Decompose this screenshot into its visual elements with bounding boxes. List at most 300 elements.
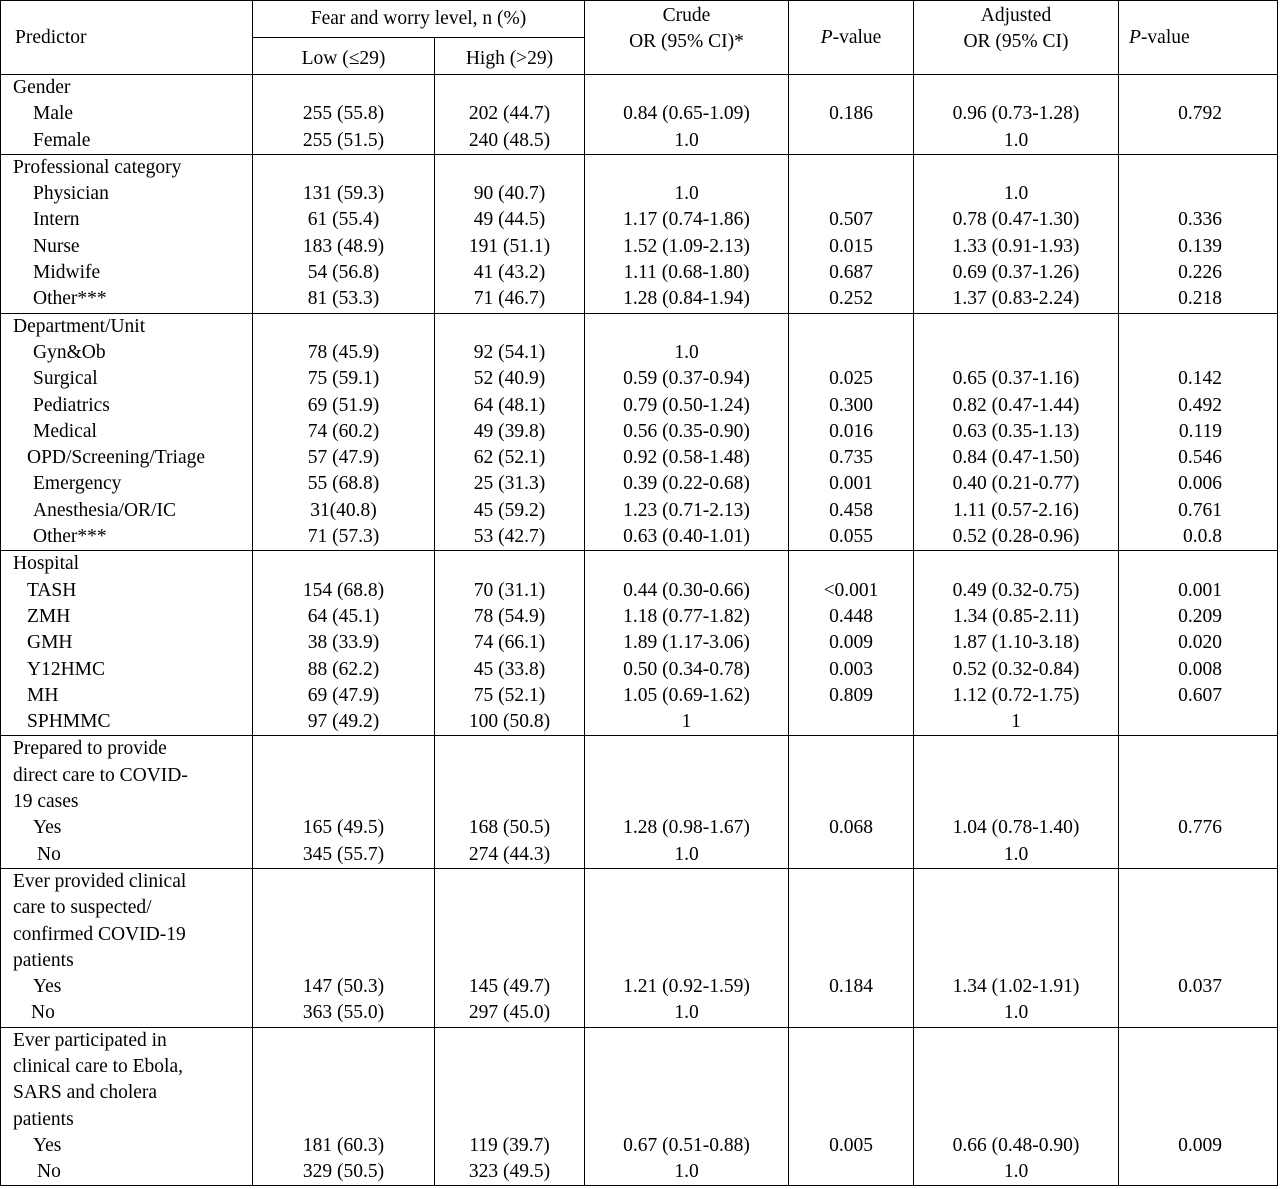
high-cell: 53 (42.7) xyxy=(435,524,585,551)
predictor-cell: No xyxy=(1,842,253,869)
adjusted-p-cell: 0.006 xyxy=(1119,471,1278,497)
low-cell: 154 (68.8) xyxy=(253,578,435,604)
crude-p-cell xyxy=(789,1107,914,1133)
table-row xyxy=(1,154,1278,181)
crude-p-cell: 0.184 xyxy=(789,974,914,1000)
predictor-cell: No xyxy=(1,1159,253,1186)
low-cell: 64 (45.1) xyxy=(253,604,435,630)
crude-or-cell: 1.52 (1.09-2.13) xyxy=(585,234,789,260)
table-row xyxy=(1,524,1278,551)
predictor-cell: Professional category xyxy=(1,154,253,181)
adjusted-p-cell xyxy=(1119,313,1278,340)
crude-or-cell xyxy=(585,313,789,340)
low-cell: 255 (51.5) xyxy=(253,128,435,155)
predictor-cell: Ever provided clinical xyxy=(1,868,253,895)
adjusted-p-cell xyxy=(1119,340,1278,366)
table-row xyxy=(1,763,1278,789)
adjusted-or-cell xyxy=(914,789,1119,815)
crude-or-cell: 1.89 (1.17-3.06) xyxy=(585,630,789,656)
adjusted-or-cell: 0.84 (0.47-1.50) xyxy=(914,445,1119,471)
high-header: High (>29) xyxy=(435,38,585,75)
low-cell: 329 (50.5) xyxy=(253,1159,435,1186)
high-cell xyxy=(435,154,585,181)
crude-or-cell xyxy=(585,1027,789,1054)
predictor-cell: Pediatrics xyxy=(1,393,253,419)
crude-or-cell xyxy=(585,763,789,789)
low-cell xyxy=(253,868,435,895)
crude-or-cell: 1.28 (0.84-1.94) xyxy=(585,286,789,313)
predictor-cell: Ever participated in xyxy=(1,1027,253,1054)
predictor-cell: Emergency xyxy=(1,471,253,497)
adjusted-or-cell: 1.34 (1.02-1.91) xyxy=(914,974,1119,1000)
crude-p-cell: 0.003 xyxy=(789,657,914,683)
crude-or-cell xyxy=(585,868,789,895)
table-row xyxy=(1,1054,1278,1080)
predictor-cell: Midwife xyxy=(1,260,253,286)
table-row xyxy=(1,498,1278,524)
adjusted-or-header xyxy=(914,1,1119,75)
adjusted-p-cell: 0.139 xyxy=(1119,234,1278,260)
crude-p-cell: 0.186 xyxy=(789,101,914,127)
adjusted-or-cell: 1.34 (0.85-2.11) xyxy=(914,604,1119,630)
low-cell: 54 (56.8) xyxy=(253,260,435,286)
predictor-cell: Other*** xyxy=(1,524,253,551)
low-cell: 75 (59.1) xyxy=(253,366,435,392)
high-cell xyxy=(435,763,585,789)
table-row xyxy=(1,657,1278,683)
high-cell: 71 (46.7) xyxy=(435,286,585,313)
table-row xyxy=(1,1107,1278,1133)
crude-p-cell: 0.300 xyxy=(789,393,914,419)
predictor-cell: clinical care to Ebola, xyxy=(1,1054,253,1080)
crude-or-cell: 0.84 (0.65-1.09) xyxy=(585,101,789,127)
table-row xyxy=(1,683,1278,709)
high-cell: 168 (50.5) xyxy=(435,815,585,841)
low-cell: 165 (49.5) xyxy=(253,815,435,841)
high-cell xyxy=(435,922,585,948)
high-cell: 100 (50.8) xyxy=(435,709,585,736)
low-cell: 71 (57.3) xyxy=(253,524,435,551)
predictor-cell: TASH xyxy=(1,578,253,604)
high-cell xyxy=(435,868,585,895)
adjusted-or-cell: 1.0 xyxy=(914,128,1119,155)
adjusted-or-cell xyxy=(914,736,1119,763)
crude-or-cell: 1.0 xyxy=(585,1159,789,1186)
predictor-cell: Department/Unit xyxy=(1,313,253,340)
high-cell xyxy=(435,1054,585,1080)
adjusted-header-line1: Adjusted xyxy=(980,5,1052,26)
crude-p-cell xyxy=(789,154,914,181)
low-cell: 78 (45.9) xyxy=(253,340,435,366)
table-row xyxy=(1,1133,1278,1159)
crude-or-cell: 0.56 (0.35-0.90) xyxy=(585,419,789,445)
adjusted-or-cell xyxy=(914,1080,1119,1106)
crude-p-cell: 0.809 xyxy=(789,683,914,709)
predictor-cell: ZMH xyxy=(1,604,253,630)
table-row xyxy=(1,181,1278,207)
crude-p-cell xyxy=(789,1054,914,1080)
adjusted-or-cell: 0.52 (0.32-0.84) xyxy=(914,657,1119,683)
p-italic: P xyxy=(820,26,833,48)
table-row xyxy=(1,393,1278,419)
table-row xyxy=(1,1159,1278,1186)
low-header: Low (≤29) xyxy=(253,38,435,75)
table-row xyxy=(1,815,1278,841)
crude-p-cell xyxy=(789,922,914,948)
predictor-cell: direct care to COVID- xyxy=(1,763,253,789)
high-cell: 119 (39.7) xyxy=(435,1133,585,1159)
crude-p-cell xyxy=(789,75,914,102)
crude-or-cell xyxy=(585,948,789,974)
table-row xyxy=(1,948,1278,974)
crude-or-cell: 1.05 (0.69-1.62) xyxy=(585,683,789,709)
crude-p-cell xyxy=(789,1000,914,1027)
adjusted-p-cell xyxy=(1119,1000,1278,1027)
adjusted-p-cell: 0.001 xyxy=(1119,578,1278,604)
predictor-cell: Male xyxy=(1,101,253,127)
predictor-cell: OPD/Screening/Triage xyxy=(1,445,253,471)
adjusted-or-cell: 1.33 (0.91-1.93) xyxy=(914,234,1119,260)
adjusted-or-cell: 1.87 (1.10-3.18) xyxy=(914,630,1119,656)
high-cell: 92 (54.1) xyxy=(435,340,585,366)
adjusted-or-cell: 0.52 (0.28-0.96) xyxy=(914,524,1119,551)
crude-p-cell xyxy=(789,842,914,869)
table-row xyxy=(1,709,1278,736)
high-cell: 323 (49.5) xyxy=(435,1159,585,1186)
p2-rest: -value xyxy=(1140,26,1190,48)
crude-p-cell xyxy=(789,313,914,340)
table-row xyxy=(1,922,1278,948)
table-row xyxy=(1,419,1278,445)
crude-p-cell: 0.507 xyxy=(789,207,914,233)
high-cell: 62 (52.1) xyxy=(435,445,585,471)
adjusted-p-cell xyxy=(1119,1054,1278,1080)
crude-p-cell: 0.448 xyxy=(789,604,914,630)
table-row xyxy=(1,578,1278,604)
predictor-cell: Physician xyxy=(1,181,253,207)
predictor-cell: Other*** xyxy=(1,286,253,313)
adjusted-p-cell xyxy=(1119,181,1278,207)
high-cell: 74 (66.1) xyxy=(435,630,585,656)
low-cell: 55 (68.8) xyxy=(253,471,435,497)
crude-p-cell xyxy=(789,868,914,895)
table-row xyxy=(1,604,1278,630)
crude-p-cell: 0.015 xyxy=(789,234,914,260)
table-row xyxy=(1,366,1278,392)
adjusted-p-cell xyxy=(1119,842,1278,869)
adjusted-p-cell xyxy=(1119,1107,1278,1133)
adjusted-or-cell: 1.0 xyxy=(914,181,1119,207)
adjusted-or-cell: 0.40 (0.21-0.77) xyxy=(914,471,1119,497)
low-cell: 31(40.8) xyxy=(253,498,435,524)
adjusted-p-cell: 0.226 xyxy=(1119,260,1278,286)
table-row xyxy=(1,313,1278,340)
adjusted-p-cell: 0.0.8 xyxy=(1119,524,1278,551)
predictor-cell: Hospital xyxy=(1,551,253,578)
table-row xyxy=(1,789,1278,815)
low-cell xyxy=(253,75,435,102)
low-cell xyxy=(253,948,435,974)
crude-or-cell xyxy=(585,922,789,948)
predictor-cell: Surgical xyxy=(1,366,253,392)
low-cell: 345 (55.7) xyxy=(253,842,435,869)
high-cell xyxy=(435,948,585,974)
low-cell: 255 (55.8) xyxy=(253,101,435,127)
crude-p-cell: 0.687 xyxy=(789,260,914,286)
adjusted-p-cell: 0.009 xyxy=(1119,1133,1278,1159)
crude-or-cell: 1.0 xyxy=(585,128,789,155)
crude-or-header xyxy=(585,1,789,75)
adjusted-p-cell xyxy=(1119,922,1278,948)
adjusted-p-cell xyxy=(1119,128,1278,155)
crude-p-cell xyxy=(789,1027,914,1054)
crude-or-cell: 0.44 (0.30-0.66) xyxy=(585,578,789,604)
predictor-cell: GMH xyxy=(1,630,253,656)
adjusted-p-cell: 0.761 xyxy=(1119,498,1278,524)
crude-or-cell: 0.92 (0.58-1.48) xyxy=(585,445,789,471)
crude-or-cell: 1.0 xyxy=(585,340,789,366)
table-row xyxy=(1,551,1278,578)
predictor-cell: MH xyxy=(1,683,253,709)
high-cell: 45 (59.2) xyxy=(435,498,585,524)
adjusted-p-cell xyxy=(1119,75,1278,102)
adjusted-p-cell xyxy=(1119,868,1278,895)
predictor-cell: Female xyxy=(1,128,253,155)
adjusted-or-cell: 0.66 (0.48-0.90) xyxy=(914,1133,1119,1159)
high-cell xyxy=(435,1027,585,1054)
predictor-cell: Gyn&Ob xyxy=(1,340,253,366)
high-cell xyxy=(435,736,585,763)
high-cell: 202 (44.7) xyxy=(435,101,585,127)
crude-or-cell: 0.50 (0.34-0.78) xyxy=(585,657,789,683)
low-cell: 147 (50.3) xyxy=(253,974,435,1000)
crude-or-cell xyxy=(585,154,789,181)
high-cell xyxy=(435,895,585,921)
predictor-cell: patients xyxy=(1,1107,253,1133)
high-cell xyxy=(435,789,585,815)
crude-p-cell xyxy=(789,895,914,921)
adjusted-or-cell xyxy=(914,1054,1119,1080)
low-cell: 183 (48.9) xyxy=(253,234,435,260)
adjusted-or-cell: 0.65 (0.37-1.16) xyxy=(914,366,1119,392)
crude-p-cell: 0.458 xyxy=(789,498,914,524)
high-cell: 41 (43.2) xyxy=(435,260,585,286)
crude-p-cell xyxy=(789,763,914,789)
adjusted-or-cell xyxy=(914,1107,1119,1133)
crude-or-cell xyxy=(585,1107,789,1133)
fear-worry-header: Fear and worry level, n (%) xyxy=(253,1,585,38)
low-cell xyxy=(253,551,435,578)
p-rest: -value xyxy=(832,26,882,48)
crude-p-cell: 0.735 xyxy=(789,445,914,471)
low-cell: 61 (55.4) xyxy=(253,207,435,233)
high-cell: 49 (44.5) xyxy=(435,207,585,233)
adjusted-p-cell: 0.142 xyxy=(1119,366,1278,392)
adjusted-p-cell: 0.218 xyxy=(1119,286,1278,313)
adjusted-or-cell: 0.69 (0.37-1.26) xyxy=(914,260,1119,286)
adjusted-p-cell: 0.037 xyxy=(1119,974,1278,1000)
crude-or-cell xyxy=(585,789,789,815)
predictor-cell: Yes xyxy=(1,974,253,1000)
table-row xyxy=(1,260,1278,286)
low-cell: 88 (62.2) xyxy=(253,657,435,683)
adjusted-p-cell xyxy=(1119,1027,1278,1054)
table-row xyxy=(1,1027,1278,1054)
predictor-cell: Yes xyxy=(1,1133,253,1159)
crude-p-cell xyxy=(789,181,914,207)
table-row xyxy=(1,974,1278,1000)
table-row xyxy=(1,234,1278,260)
low-cell: 38 (33.9) xyxy=(253,630,435,656)
crude-or-cell: 1.23 (0.71-2.13) xyxy=(585,498,789,524)
crude-p-cell xyxy=(789,551,914,578)
high-cell: 191 (51.1) xyxy=(435,234,585,260)
adjusted-or-cell xyxy=(914,763,1119,789)
high-cell: 78 (54.9) xyxy=(435,604,585,630)
low-cell xyxy=(253,154,435,181)
crude-or-cell xyxy=(585,1080,789,1106)
adjusted-p-cell: 0.607 xyxy=(1119,683,1278,709)
predictor-cell: 19 cases xyxy=(1,789,253,815)
crude-or-cell: 1.0 xyxy=(585,181,789,207)
crude-or-cell xyxy=(585,736,789,763)
table-body xyxy=(1,75,1278,1186)
high-cell: 240 (48.5) xyxy=(435,128,585,155)
adjusted-p-cell: 0.336 xyxy=(1119,207,1278,233)
crude-p-cell xyxy=(789,1080,914,1106)
adjusted-or-cell: 1.0 xyxy=(914,1000,1119,1027)
crude-p-cell xyxy=(789,948,914,974)
adjusted-p-cell xyxy=(1119,789,1278,815)
adjusted-or-cell xyxy=(914,922,1119,948)
crude-or-cell: 1.17 (0.74-1.86) xyxy=(585,207,789,233)
predictor-cell: patients xyxy=(1,948,253,974)
crude-p-cell: 0.068 xyxy=(789,815,914,841)
predictor-cell: Nurse xyxy=(1,234,253,260)
low-cell: 131 (59.3) xyxy=(253,181,435,207)
adjusted-or-cell xyxy=(914,313,1119,340)
low-cell xyxy=(253,1054,435,1080)
low-cell: 181 (60.3) xyxy=(253,1133,435,1159)
adjusted-or-cell xyxy=(914,1027,1119,1054)
crude-or-cell xyxy=(585,895,789,921)
adjusted-p-cell: 0.546 xyxy=(1119,445,1278,471)
adjusted-p-value-header xyxy=(1119,1,1278,75)
table-row xyxy=(1,207,1278,233)
adjusted-p-cell xyxy=(1119,709,1278,736)
low-cell: 74 (60.2) xyxy=(253,419,435,445)
high-cell: 25 (31.3) xyxy=(435,471,585,497)
table-row xyxy=(1,736,1278,763)
crude-or-cell: 1.21 (0.92-1.59) xyxy=(585,974,789,1000)
table-row xyxy=(1,630,1278,656)
crude-or-cell: 1.11 (0.68-1.80) xyxy=(585,260,789,286)
crude-p-cell: 0.005 xyxy=(789,1133,914,1159)
low-cell xyxy=(253,763,435,789)
adjusted-p-cell xyxy=(1119,154,1278,181)
low-cell: 57 (47.9) xyxy=(253,445,435,471)
crude-header-line2: OR (95% CI)* xyxy=(629,31,744,52)
adjusted-or-cell: 1.0 xyxy=(914,1159,1119,1186)
crude-p-cell: <0.001 xyxy=(789,578,914,604)
high-cell: 145 (49.7) xyxy=(435,974,585,1000)
p2-italic: P xyxy=(1129,26,1141,48)
crude-p-value-header xyxy=(789,1,914,75)
adjusted-header-line2: OR (95% CI) xyxy=(963,31,1069,52)
crude-p-cell: 0.001 xyxy=(789,471,914,497)
predictor-cell: confirmed COVID-19 xyxy=(1,922,253,948)
crude-or-cell xyxy=(585,1054,789,1080)
adjusted-p-cell xyxy=(1119,736,1278,763)
adjusted-p-cell xyxy=(1119,763,1278,789)
high-cell xyxy=(435,1080,585,1106)
crude-p-cell xyxy=(789,789,914,815)
table-row xyxy=(1,75,1278,102)
crude-or-cell: 0.67 (0.51-0.88) xyxy=(585,1133,789,1159)
high-cell xyxy=(435,313,585,340)
crude-or-cell: 0.79 (0.50-1.24) xyxy=(585,393,789,419)
crude-p-cell xyxy=(789,128,914,155)
table-row xyxy=(1,868,1278,895)
crude-or-cell: 1.28 (0.98-1.67) xyxy=(585,815,789,841)
adjusted-or-cell: 0.49 (0.32-0.75) xyxy=(914,578,1119,604)
crude-p-cell xyxy=(789,1159,914,1186)
adjusted-or-cell xyxy=(914,948,1119,974)
low-cell xyxy=(253,922,435,948)
adjusted-p-cell: 0.776 xyxy=(1119,815,1278,841)
predictor-cell: SARS and cholera xyxy=(1,1080,253,1106)
adjusted-or-cell: 1.04 (0.78-1.40) xyxy=(914,815,1119,841)
adjusted-or-cell xyxy=(914,75,1119,102)
predictor-cell: SPHMMC xyxy=(1,709,253,736)
low-cell xyxy=(253,736,435,763)
adjusted-or-cell xyxy=(914,340,1119,366)
adjusted-or-cell: 0.82 (0.47-1.44) xyxy=(914,393,1119,419)
table-row xyxy=(1,445,1278,471)
high-cell: 45 (33.8) xyxy=(435,657,585,683)
crude-or-cell: 1.0 xyxy=(585,1000,789,1027)
high-cell: 274 (44.3) xyxy=(435,842,585,869)
low-cell xyxy=(253,1027,435,1054)
predictor-cell: Y12HMC xyxy=(1,657,253,683)
adjusted-p-cell: 0.020 xyxy=(1119,630,1278,656)
adjusted-p-cell xyxy=(1119,1159,1278,1186)
predictor-header: Predictor xyxy=(1,1,253,75)
low-cell: 81 (53.3) xyxy=(253,286,435,313)
predictor-cell: Prepared to provide xyxy=(1,736,253,763)
predictor-cell: No xyxy=(1,1000,253,1027)
high-cell xyxy=(435,1107,585,1133)
low-cell xyxy=(253,1107,435,1133)
table-row xyxy=(1,340,1278,366)
high-cell: 49 (39.8) xyxy=(435,419,585,445)
low-cell: 363 (55.0) xyxy=(253,1000,435,1027)
low-cell: 69 (47.9) xyxy=(253,683,435,709)
adjusted-or-cell: 0.96 (0.73-1.28) xyxy=(914,101,1119,127)
adjusted-or-cell xyxy=(914,868,1119,895)
table-row xyxy=(1,1000,1278,1027)
crude-p-cell xyxy=(789,736,914,763)
predictor-cell: Yes xyxy=(1,815,253,841)
low-cell xyxy=(253,313,435,340)
adjusted-or-cell: 1.37 (0.83-2.24) xyxy=(914,286,1119,313)
adjusted-p-cell: 0.492 xyxy=(1119,393,1278,419)
predictor-cell: Intern xyxy=(1,207,253,233)
crude-or-cell xyxy=(585,75,789,102)
crude-or-cell: 0.63 (0.40-1.01) xyxy=(585,524,789,551)
table-row xyxy=(1,842,1278,869)
predictor-cell: Medical xyxy=(1,419,253,445)
